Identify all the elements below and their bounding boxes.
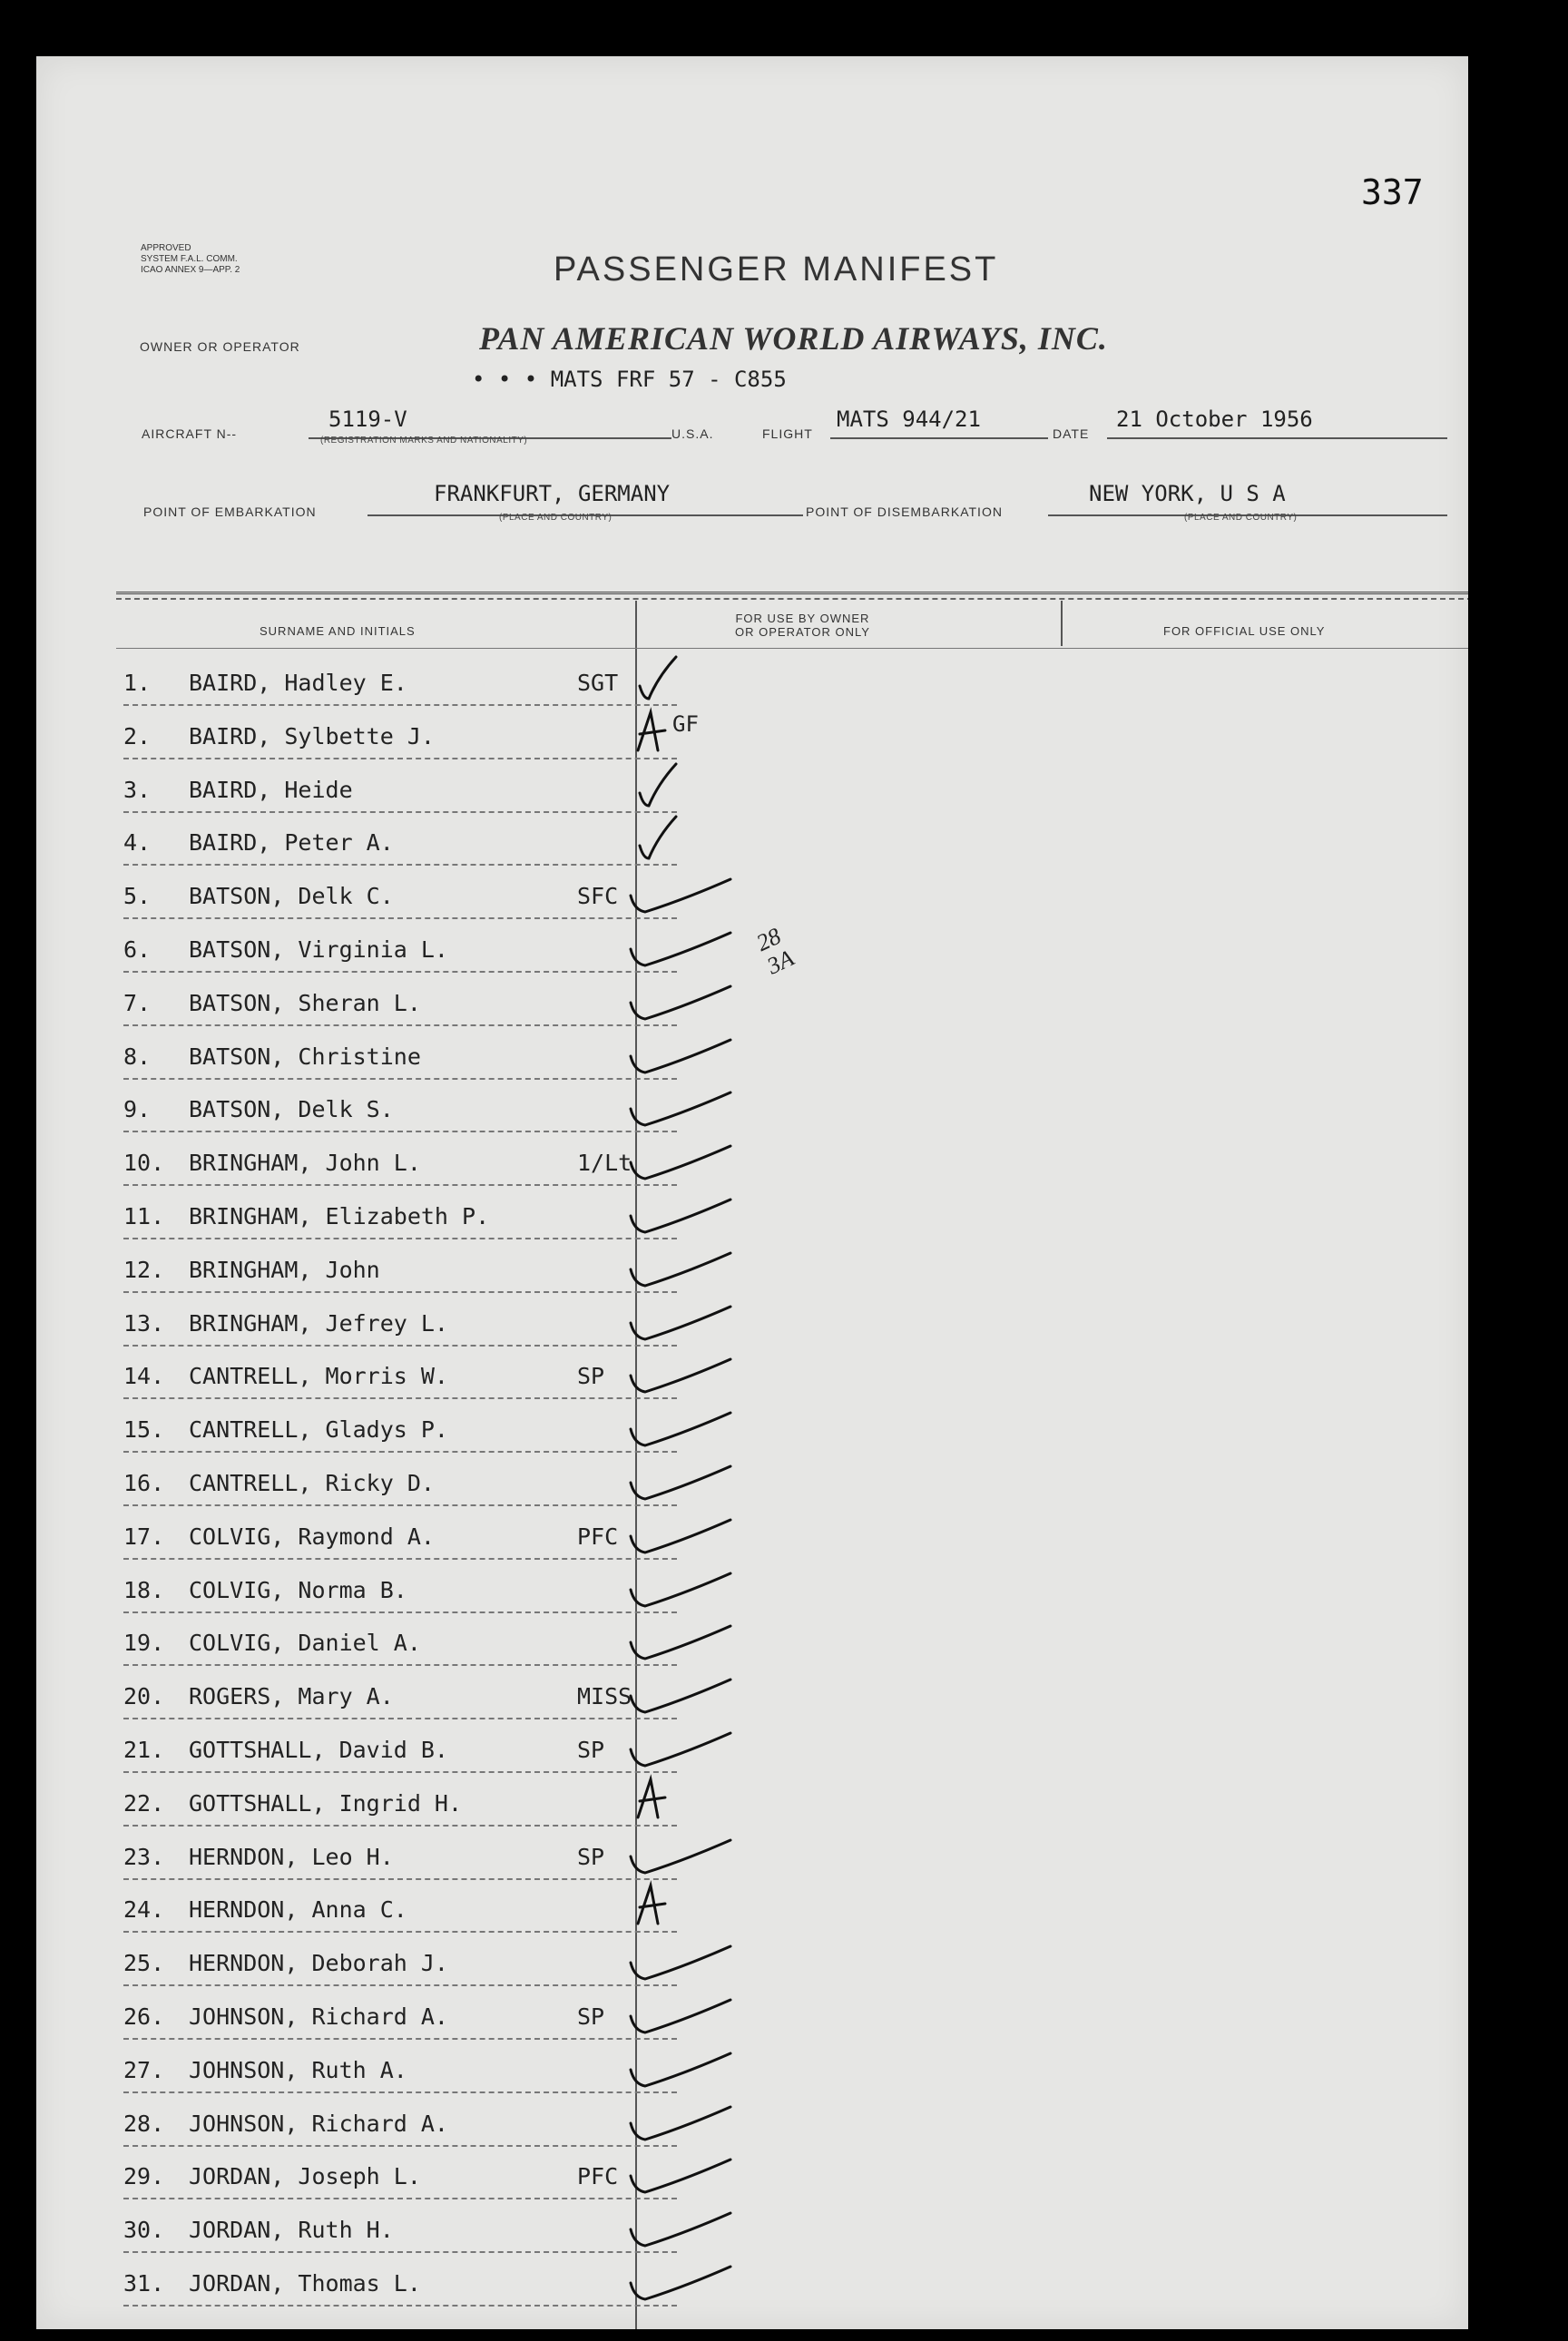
passenger-rank: PFC: [577, 2163, 619, 2190]
passenger-row: [123, 2209, 668, 2262]
embarkation-note: (PLACE AND COUNTRY): [499, 513, 612, 523]
embarkation-label: POINT OF EMBARKATION: [143, 504, 317, 519]
passenger-name: CANTRELL, Gladys P.: [189, 1416, 448, 1444]
passenger-number: 10.: [123, 1150, 165, 1177]
passenger-name: HERNDON, Leo H.: [189, 1843, 394, 1870]
passenger-number: 1.: [123, 670, 152, 696]
passenger-number: 11.: [123, 1203, 165, 1229]
passenger-rank: 1/Lt: [577, 1150, 632, 1177]
passenger-row: [123, 1783, 668, 1836]
owner-label: OWNER OR OPERATOR: [140, 339, 300, 354]
passenger-name: JORDAN, Ruth H.: [189, 2217, 394, 2244]
passenger-row: [123, 1943, 668, 1995]
passenger-number: 14.: [123, 1363, 165, 1390]
passenger-row: [123, 2263, 668, 2316]
passenger-rank: SP: [577, 1363, 605, 1390]
passenger-name: BAIRD, Hadley E.: [189, 670, 407, 696]
passenger-row: [123, 1142, 668, 1195]
disembarkation-value: NEW YORK, U S A: [1089, 481, 1286, 506]
passenger-name: JORDAN, Thomas L.: [189, 2270, 421, 2297]
passenger-name: CANTRELL, Ricky D.: [189, 1470, 435, 1496]
passenger-number: 20.: [123, 1683, 165, 1710]
passenger-row: [123, 1089, 668, 1141]
passenger-name: BATSON, Christine: [189, 1043, 421, 1070]
passenger-row: [123, 662, 668, 715]
passenger-name: GOTTSHALL, Ingrid H.: [189, 1789, 463, 1817]
passenger-row: [123, 1570, 668, 1622]
passenger-row: [123, 1249, 668, 1302]
passenger-name: BRINGHAM, John L.: [189, 1150, 421, 1177]
passenger-number: 26.: [123, 2003, 165, 2030]
passenger-number: 2.: [123, 722, 152, 749]
passenger-name: JORDAN, Joseph L.: [189, 2163, 421, 2190]
passenger-name: JOHNSON, Richard A.: [189, 2110, 448, 2137]
passenger-number: 13.: [123, 1309, 165, 1337]
passenger-row: [123, 2156, 668, 2209]
passenger-name: BATSON, Sheran L.: [189, 989, 421, 1016]
passenger-row: [123, 1196, 668, 1249]
passenger-name: HERNDON, Anna C.: [189, 1896, 407, 1924]
passenger-name: ROGERS, Mary A.: [189, 1683, 394, 1710]
passenger-row: [123, 2103, 668, 2156]
header-owner-use: FOR USE BY OWNER OR OPERATOR ONLY: [735, 612, 870, 639]
passenger-number: 29.: [123, 2163, 165, 2190]
passenger-name: BAIRD, Heide: [189, 776, 353, 803]
passenger-number: 31.: [123, 2270, 165, 2297]
header-surname: SURNAME AND INITIALS: [260, 624, 416, 638]
passenger-number: 15.: [123, 1416, 165, 1444]
passenger-row: [123, 1356, 668, 1408]
passenger-number: 17.: [123, 1523, 165, 1550]
aircraft-label: AIRCRAFT N--: [142, 426, 238, 441]
passenger-row: [123, 1729, 668, 1782]
passenger-row: [123, 716, 668, 769]
passenger-name: HERNDON, Deborah J.: [189, 1950, 448, 1977]
passenger-row: [123, 1676, 668, 1729]
mats-reference: • • • MATS FRF 57 - C855: [472, 367, 787, 392]
passenger-name: JOHNSON, Richard A.: [189, 2003, 448, 2030]
passenger-number: 24.: [123, 1896, 165, 1924]
passenger-name: BRINGHAM, Elizabeth P.: [189, 1203, 490, 1229]
manifest-page: [36, 56, 1468, 2329]
passenger-name: BATSON, Delk C.: [189, 883, 394, 910]
date-label: DATE: [1053, 426, 1090, 441]
passenger-row: [123, 822, 668, 875]
first-row-code: GF: [672, 711, 699, 737]
passenger-rank: PFC: [577, 1523, 619, 1550]
passenger-row: [123, 1036, 668, 1089]
passenger-name: JOHNSON, Ruth A.: [189, 2056, 407, 2083]
page-title: PASSENGER MANIFEST: [554, 250, 999, 289]
passenger-number: 6.: [123, 936, 152, 963]
passenger-name: COLVIG, Daniel A.: [189, 1630, 421, 1657]
passenger-number: 3.: [123, 776, 152, 803]
passenger-number: 28.: [123, 2110, 165, 2137]
passenger-row: [123, 983, 668, 1035]
passenger-row: [123, 1996, 668, 2049]
passenger-number: 9.: [123, 1096, 152, 1123]
passenger-number: 5.: [123, 883, 152, 910]
passenger-name: BATSON, Delk S.: [189, 1096, 394, 1123]
flight-label: FLIGHT: [762, 426, 813, 441]
passenger-row: [123, 1889, 668, 1942]
passenger-rank: MISS: [577, 1683, 632, 1710]
aircraft-registration: 5119-V: [328, 406, 407, 432]
passenger-row: [123, 1837, 668, 1889]
passenger-name: BAIRD, Peter A.: [189, 829, 394, 857]
embarkation-value: FRANKFURT, GERMANY: [434, 481, 671, 506]
passenger-row: [123, 876, 668, 928]
passenger-name: BATSON, Virginia L.: [189, 936, 448, 963]
table-top-rule: [116, 592, 1468, 594]
passenger-row: [123, 1622, 668, 1675]
passenger-rank: SP: [577, 1737, 605, 1763]
passenger-number: 18.: [123, 1576, 165, 1603]
passenger-number: 21.: [123, 1737, 165, 1763]
passenger-number: 8.: [123, 1043, 152, 1070]
passenger-name: BRINGHAM, John: [189, 1256, 380, 1283]
passenger-row: [123, 769, 668, 822]
passenger-name: COLVIG, Raymond A.: [189, 1523, 435, 1550]
passenger-rank: SFC: [577, 883, 619, 910]
passenger-row: [123, 1409, 668, 1462]
passenger-rank: SP: [577, 2003, 605, 2030]
table-top-rule-2: [116, 598, 1468, 600]
disembarkation-label: POINT OF DISEMBARKATION: [806, 504, 1003, 519]
passenger-name: CANTRELL, Morris W.: [189, 1363, 448, 1390]
approval-note: APPROVED SYSTEM F.A.L. COMM. ICAO ANNEX 9—APP. 2: [141, 243, 240, 275]
date-value: 21 October 1956: [1116, 406, 1313, 432]
passenger-row: [123, 2050, 668, 2102]
passenger-row: [123, 1463, 668, 1515]
passenger-number: 7.: [123, 989, 152, 1016]
passenger-name: BAIRD, Sylbette J.: [189, 722, 435, 749]
passenger-number: 22.: [123, 1789, 165, 1817]
operator-name: PAN AMERICAN WORLD AIRWAYS, INC.: [479, 320, 1108, 357]
passenger-number: 27.: [123, 2056, 165, 2083]
flight-value: MATS 944/21: [837, 406, 981, 432]
passenger-row: [123, 1516, 668, 1569]
passenger-number: 23.: [123, 1843, 165, 1870]
header-rule: [116, 648, 1468, 649]
page-number: 337: [1361, 172, 1424, 212]
header-official-use: FOR OFFICIAL USE ONLY: [1163, 624, 1326, 638]
passenger-number: 4.: [123, 829, 152, 857]
passenger-number: 16.: [123, 1470, 165, 1496]
column-divider-2: [1061, 601, 1063, 646]
passenger-name: GOTTSHALL, David B.: [189, 1737, 448, 1763]
passenger-name: COLVIG, Norma B.: [189, 1576, 407, 1603]
passenger-name: BRINGHAM, Jefrey L.: [189, 1309, 448, 1337]
passenger-number: 12.: [123, 1256, 165, 1283]
passenger-number: 25.: [123, 1950, 165, 1977]
passenger-rank: SP: [577, 1843, 605, 1870]
passenger-row: [123, 1303, 668, 1356]
passenger-number: 19.: [123, 1630, 165, 1657]
disembarkation-note: (PLACE AND COUNTRY): [1184, 513, 1298, 523]
passenger-number: 30.: [123, 2217, 165, 2244]
flight-line: [830, 437, 1048, 439]
date-line: [1107, 437, 1447, 439]
passenger-row: [123, 929, 668, 982]
usa-label: U.S.A.: [671, 426, 714, 441]
handwritten-note: 28 3A: [752, 922, 799, 980]
check-mark-icon: [594, 2250, 740, 2314]
registration-note: (REGISTRATION MARKS AND NATIONALITY): [320, 436, 528, 446]
passenger-rank: SGT: [577, 670, 619, 696]
